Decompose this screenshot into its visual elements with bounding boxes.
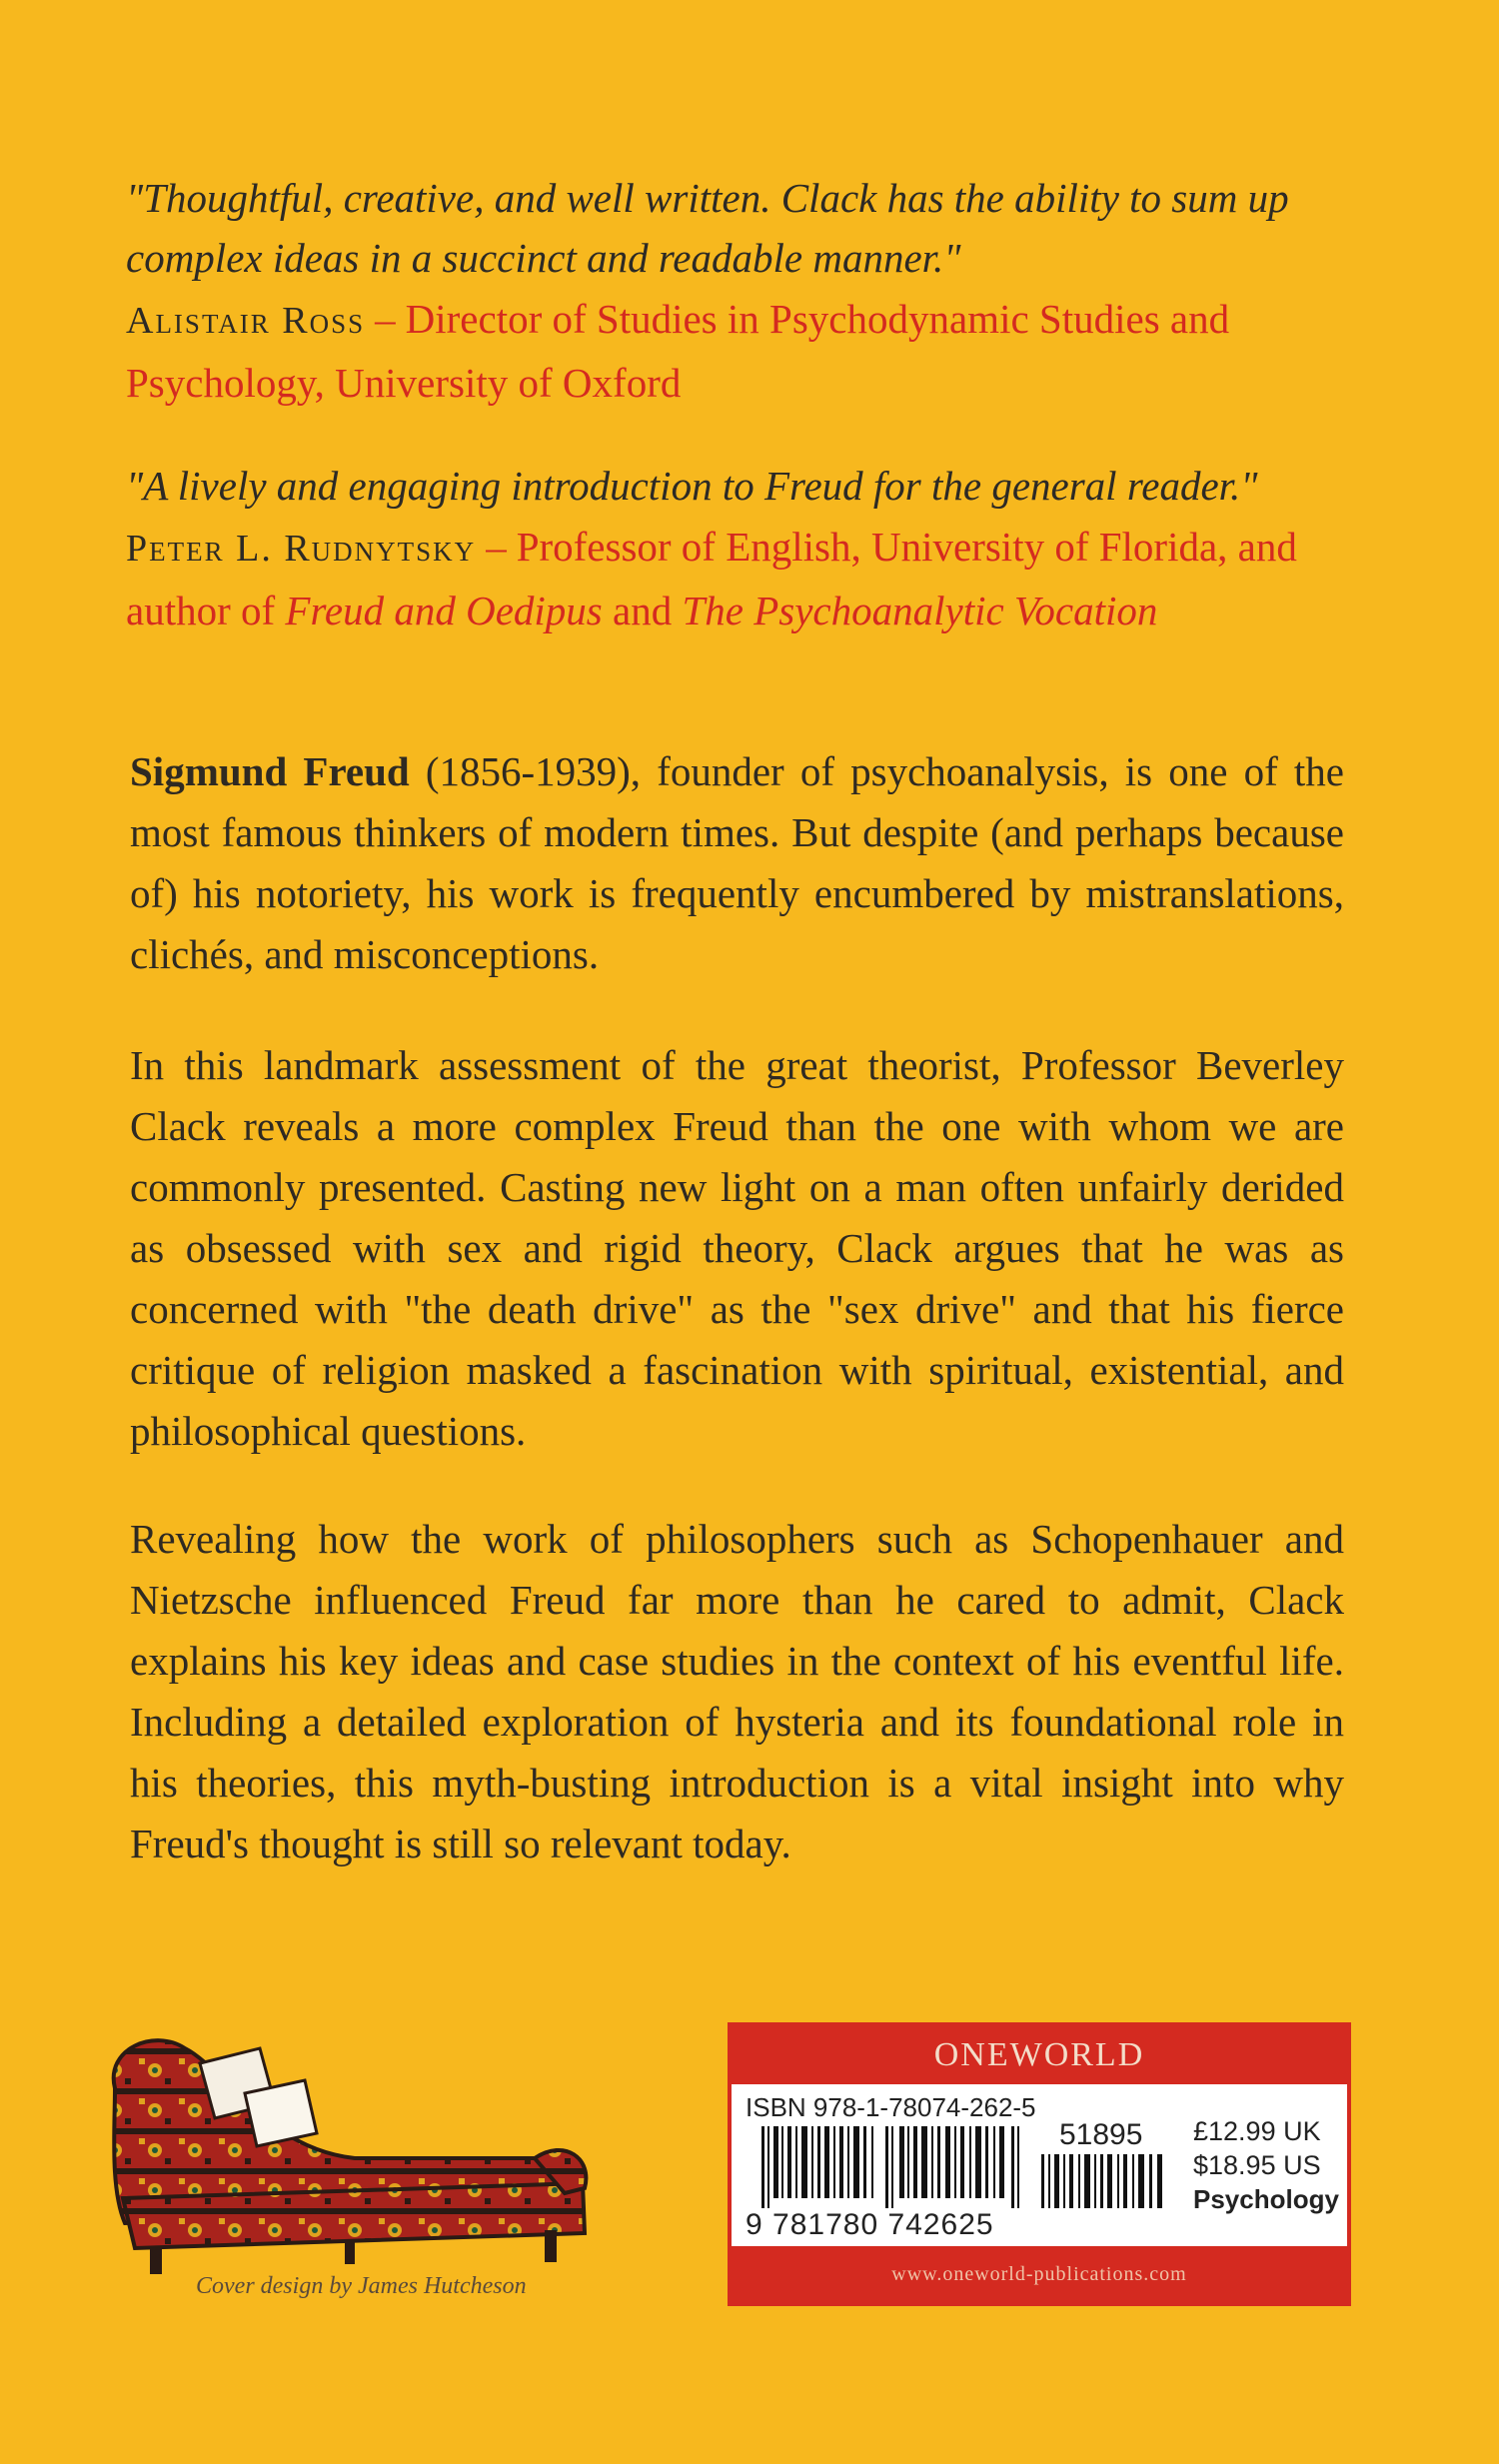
attribution-dash: – (375, 296, 396, 342)
quote-text: "Thoughtful, creative, and well written. Clack has the ability to sum up complex ideas in a succinct and readable manner." (126, 175, 1289, 281)
price-barcode-icon (1041, 2154, 1166, 2208)
reviewer-name: Alistair Ross (126, 300, 366, 342)
publisher-name: ONEWORLD (732, 2026, 1347, 2084)
subject-name: Sigmund Freud (130, 748, 410, 794)
isbn-label: ISBN 978-1-78074-262-5 (746, 2092, 1036, 2122)
attribution-dash: – (486, 524, 507, 570)
price-block (1193, 2114, 1339, 2216)
quote-attribution (126, 288, 1355, 414)
reviewer-role: Director of Studies in Psychodynamic Studies and Psychology, University of Oxford (126, 296, 1230, 406)
price-uk: £12.99 UK (1193, 2116, 1321, 2146)
blurb-paragraph-1: Sigmund Freud (1856-1939), founder of psychoanalysis, is one of the most famous thinkers of modern times. But despite (and perhaps because of) his notoriety, his work is frequently encumbered by mistranslations, clichés, and misconceptions. (130, 748, 1344, 977)
reviewer-name: Peter L. Rudnytsky (126, 528, 477, 570)
isbn-digits: 9 781780 742625 (746, 2208, 994, 2241)
reviewer-role: Professor of English, University of Florida, and author of Freud and Oedipus and The Psychoanalytic Vocation (126, 524, 1297, 633)
quote-attribution (126, 516, 1355, 641)
price-us: $18.95 US (1193, 2150, 1321, 2180)
review-quote-1 (126, 168, 1355, 414)
cover-credit: Cover design by James Hutcheson (196, 2273, 527, 2299)
couch-icon (95, 2008, 595, 2308)
review-quote-2 (126, 456, 1355, 641)
blurb-paragraph-2: In this landmark assessment of the great theorist, Professor Beverley Clack reveals a more complex Freud than the one with whom we are commonly presented. Casting new light on a man often unfairly derided as obsessed with sex and rigid theory, Clack argues that he was as concerned with "the death drive" as the "sex drive" and that his fierce critique of religion masked a fascination with spiritual, existential, and philosophical questions. (130, 1042, 1344, 1454)
barcode-icon (761, 2126, 1021, 2208)
barcode-panel (728, 2022, 1351, 2306)
book-title: Freud and Oedipus (285, 588, 603, 633)
blurb-paragraph-3: Revealing how the work of philosophers such as Schopenhauer and Nietzsche influenced Freud far more than he cared to admit, Clack explains his key ideas and case studies in the context of his eventful life. Including a detailed exploration of hysteria and its foundational role in his theories, this myth-busting introduction is a vital insight into why Freud's thought is still so relevant today. (130, 1516, 1344, 1866)
publisher-website: www.oneworld-publications.com (732, 2246, 1347, 2302)
price-code: 51895 (1059, 2118, 1143, 2151)
category-label: Psychology (1193, 2184, 1339, 2214)
book-title: The Psychoanalytic Vocation (682, 588, 1158, 633)
quote-text: "A lively and engaging introduction to Freud for the general reader." (126, 463, 1258, 509)
